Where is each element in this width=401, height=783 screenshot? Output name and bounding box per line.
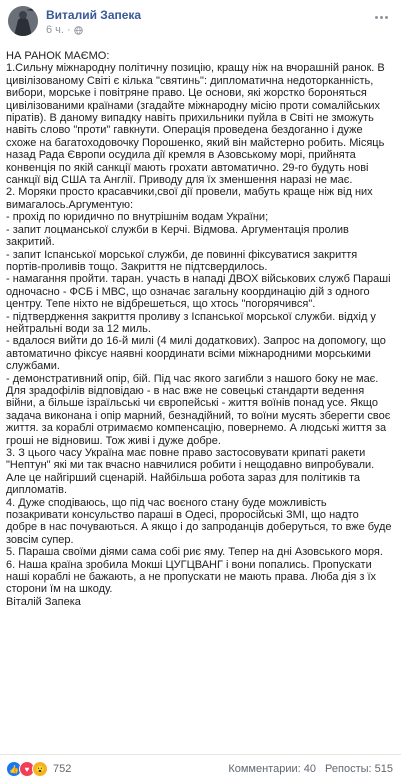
post-time[interactable]: 6 ч. <box>46 24 64 36</box>
post-paragraph: - прохід по юридично по внутрішнім водам України; <box>6 211 269 224</box>
post-paragraph: - демонстративний опір, бій. Під час якого загибли з нашого боку не має. Для зрадофілів відповідаю - в нас вже не совецькі стандарти ведення війни, а більше ізраїльські чи європейські - життя воїнів понад усе. Якщо задача виконана і опір марний, безнадійний, то воїни мусять зберегти своє життя. за кораблі отримаємо компенсацію, повернемо. А людські життя за гроші не відновиш. Тож живі і дуже добре. <box>6 372 394 447</box>
post-paragraph: НА РАНОК МАЄМО: <box>6 50 110 62</box>
options-icon[interactable] <box>371 12 391 22</box>
post-paragraph: Віталій Запека <box>6 595 81 608</box>
post-paragraph: 5. Параша своїми діями сама собі риє яму. Тепер на дні Азовського моря. <box>6 546 383 559</box>
post-paragraph: 6. Наша країна зробила Мокші ЦУГЦВАНГ і вони попались. Пропускати наші кораблі не бажають, а не пропускати не мають права. Люба дія з їх сторони їм на шкоду. <box>6 558 380 596</box>
reaction-count[interactable]: 752 <box>53 763 72 775</box>
post-paragraph: - вдалося вийти до 16-й милі (4 милі додаткових). Запрос на допомогу, що автоматично фіксує наявні координати всіми міжнародними морськими службами. <box>6 335 389 373</box>
avatar-image <box>8 6 38 36</box>
reactions[interactable] <box>6 761 71 777</box>
like-icon: 👍 <box>6 761 22 777</box>
engagement-counts <box>222 763 393 775</box>
post-paragraph: - запит лоцманської служби в Керчі. Відмова. Аргументація пролив закритий. <box>6 223 352 249</box>
comments-count[interactable]: Комментарии: 40 <box>228 763 316 775</box>
post-body <box>6 50 395 608</box>
post-paragraph: 2. Моряки просто красавчики,свої дії провели, мабуть краще ніж від них вимагалось.Аргументую: <box>6 186 376 211</box>
post-paragraph: 1.Сильну міжнародну політичну позицію, кращу ніж на вчорашній ранок. В цивілізованому Світі є кілька "святинь": дипломатична недоторканність, вибори, морське і повітряне право. Це основи, які жорстко бороняться цивілізованими країнами (згадайте міжнародну місію проти сомалійських піратів). В даному випадку навіть прихильники пуйла в Світі не зможуть навіть слово "проти" гавкнути. Операція проведена бездоганно і дуже схоже на багатоходовочку Порошенко, який він майстерно робить. Місяць назад Рада Європи осудила дії кремля в Азовському морі, прийнята конвенція по якій санкції мають грохати автоматично. 29-го будуть нові санкції від США та Англії. Приводу для їх зменшення наразі не має. <box>6 62 388 187</box>
wow-icon: 😮 <box>32 761 48 777</box>
post-header <box>6 4 395 42</box>
globe-icon <box>74 26 83 35</box>
post-meta <box>46 24 83 36</box>
post-paragraph: - підтвердження закриття проливу з Іспанської морської служби. відхід у нейтральні води за 12 миль. <box>6 310 379 335</box>
avatar[interactable] <box>8 6 38 36</box>
meta-separator: · <box>66 24 71 36</box>
post-paragraph: - намагання пройти. таран. участь в нападі ДВОХ військових служб Параші одночасно - ФСБ і МВС, що означає загальну координацію дій з одного центру. Тепе ніхто не відбрешеться, що хтось "погорячився". <box>6 273 394 311</box>
love-icon: ♥ <box>19 761 35 777</box>
post-paragraph: 3. З цього часу Україна має повне право застосовувати крипаті ракети "Нептун" які ми так вчасно навчилися робити і нещодавно випробували. Але це найгірший сценарій. Найбільша робота зараз для політиків та дипломатів. <box>6 447 378 497</box>
author-name[interactable]: Виталий Запека <box>46 8 142 22</box>
reposts-count[interactable]: Репосты: 515 <box>325 763 393 775</box>
post-paragraph: 4. Дуже сподіваюсь, що під час воєного стану буде можливість позакривати консульство параші в Одесі, проросійські ЗМІ, що надто добре в нас почуваються. А якщо і до запроданців доберуться, то вже буде зовсім супер. <box>6 496 395 546</box>
post-paragraph: - запит Іспанської морської служби, де повинні фіксуватися закриття портів-проливів тощо. Закриття не підтсвердилось. <box>6 248 361 273</box>
post-footer <box>0 754 401 783</box>
